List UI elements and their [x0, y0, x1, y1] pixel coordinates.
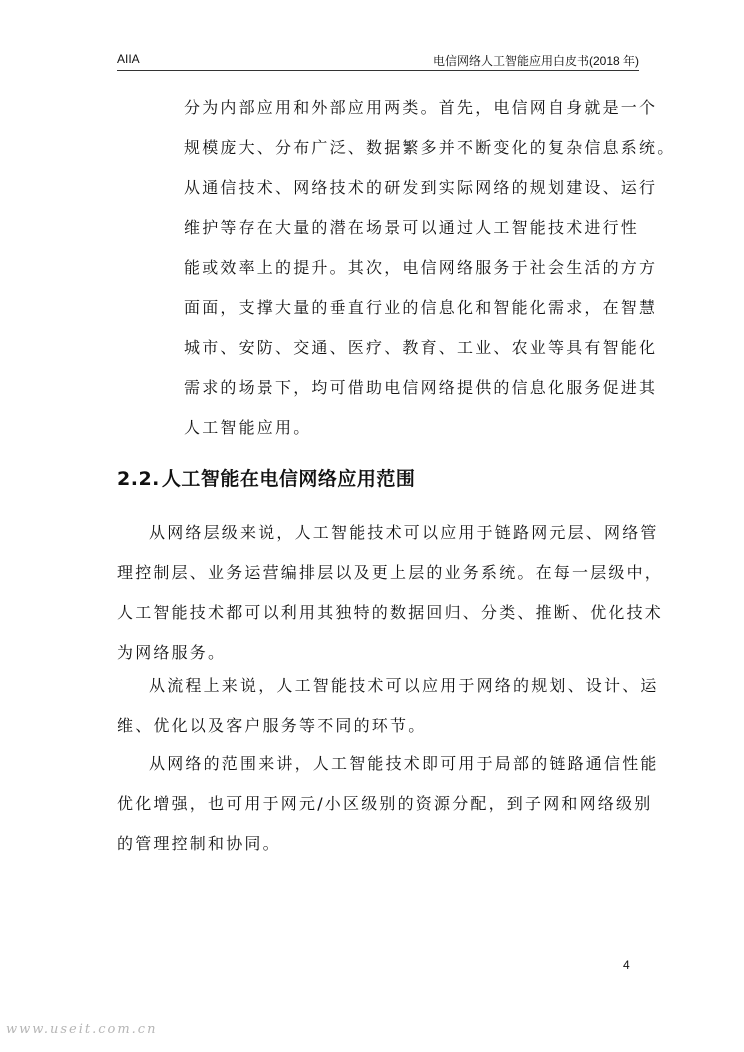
text-line: 维、优化以及客户服务等不同的环节。: [117, 716, 427, 735]
section-title: 人工智能在电信网络应用范围: [161, 468, 416, 490]
text-line: 优化增强，也可用于网元/小区级别的资源分配，到子网和网络级别: [117, 794, 653, 813]
header-org-label: AIIA: [117, 52, 140, 66]
paragraph-process: [117, 666, 659, 746]
text-line: 的管理控制和协同。: [117, 834, 281, 853]
text-line: 为网络服务。: [117, 643, 227, 662]
text-line: 分为内部应用和外部应用两类。首先，电信网自身就是一个: [184, 98, 658, 117]
text-line: 从通信技术、网络技术的研发到实际网络的规划建设、运行: [184, 178, 658, 197]
page-header: [117, 48, 639, 71]
paragraph-network-scope: [117, 744, 659, 864]
paragraph-network-layers: [117, 513, 664, 673]
intro-paragraph: [184, 88, 676, 448]
text-line: 能或效率上的提升。其次，电信网络服务于社会生活的方方: [184, 258, 658, 277]
text-line: 人工智能应用。: [184, 418, 312, 437]
text-line: 理控制层、业务运营编排层以及更上层的业务系统。在每一层级中，: [117, 563, 664, 582]
section-number: 2.2.: [117, 468, 160, 490]
text-line: 维护等存在大量的潜在场景可以通过人工智能技术进行性: [184, 218, 640, 237]
text-line: 从流程上来说，人工智能技术可以应用于网络的规划、设计、运: [149, 676, 659, 695]
page-number: 4: [623, 958, 630, 972]
header-document-title: 电信网络人工智能应用白皮书(2018 年): [432, 54, 639, 68]
section-heading: [117, 464, 639, 491]
text-line: 人工智能技术都可以利用其独特的数据回归、分类、推断、优化技术: [117, 603, 664, 622]
site-watermark: www.useit.com.cn: [6, 1022, 158, 1037]
text-line: 面面，支撑大量的垂直行业的信息化和智能化需求，在智慧: [184, 298, 658, 317]
text-line: 从网络的范围来讲，人工智能技术即可用于局部的链路通信性能: [149, 754, 659, 773]
text-line: 城市、安防、交通、医疗、教育、工业、农业等具有智能化: [184, 338, 658, 357]
text-line: 从网络层级来说，人工智能技术可以应用于链路网元层、网络管: [149, 523, 659, 542]
text-line: 规模庞大、分布广泛、数据繁多并不断变化的复杂信息系统。: [184, 138, 676, 157]
text-line: 需求的场景下，均可借助电信网络提供的信息化服务促进其: [184, 378, 658, 397]
